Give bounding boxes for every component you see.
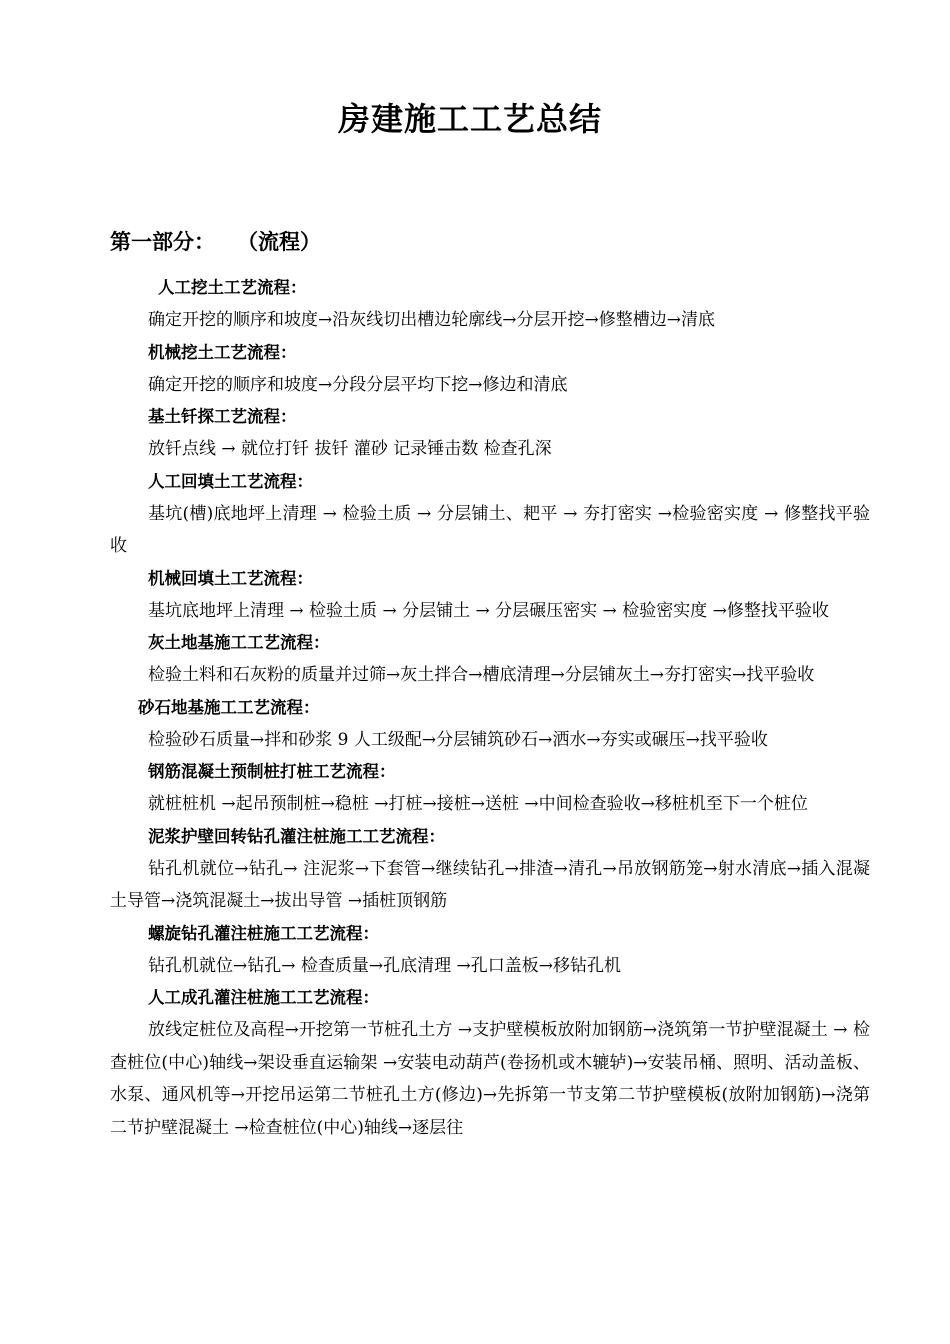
- section-title: 基土钎探工艺流程：: [148, 407, 297, 426]
- section-auger-bored-pile: [110, 922, 870, 983]
- section-body: 放线定桩位及高程→开挖第一节桩孔土方 →支护壁模板放附加钢筋→浇筑第一节护壁混凝土 → 检查桩位(中心)轴线→架设垂直运输架 →安装电动葫芦(卷扬机或木辘轳)→安装吊桶、照明、活动盖板、水泵、通风机等→开挖吊运第二节桩孔土方(修边)→先拆第一节支第二节护壁模板(放附加钢筋)→浇第二节护壁混凝土 →检查桩位(中心)轴线→逐层往: [110, 1020, 870, 1138]
- part-heading: [110, 226, 321, 258]
- section-title: 螺旋钻孔灌注桩施工工艺流程：: [148, 923, 379, 943]
- document-title: 房建施工工艺总结: [337, 100, 602, 138]
- section-sand-gravel-foundation: [110, 696, 870, 757]
- section-body: 基坑底地坪上清理 → 检验土质 → 分层铺土 → 分层碾压密实 → 检验密实度 →修整找平验收: [148, 600, 829, 621]
- section-mechanical-backfill: [110, 567, 870, 628]
- part-name: （流程）: [237, 229, 321, 254]
- section-body: 钻孔机就位→钻孔→ 检查质量→孔底清理 →孔口盖板→移钻孔机: [148, 955, 622, 976]
- section-body: 确定开挖的顺序和坡度→分段分层平均下挖→修边和清底: [148, 374, 568, 395]
- section-body: 检验砂石质量→拌和砂浆 9 人工级配→分层铺筑砂石→洒水→夯实或碾压→找平验收: [148, 729, 768, 750]
- section-manual-backfill: [110, 470, 870, 563]
- section-body: 钻孔机就位→钻孔→ 注泥浆→下套管→继续钻孔→排渣→清孔→吊放钢筋笼→射水清底→插入混凝土导管→浇筑混凝土→拔出导管 →插桩顶钢筋: [110, 858, 870, 911]
- document-content: [110, 272, 870, 1144]
- section-title: 机械回填土工艺流程：: [148, 568, 313, 588]
- section-lime-soil-foundation: [110, 631, 870, 692]
- section-manual-bored-pile: [110, 986, 870, 1144]
- section-title: 钢筋混凝土预制桩打桩工艺流程：: [148, 762, 396, 781]
- section-title: 灰土地基施工工艺流程：: [148, 633, 330, 652]
- section-mud-rotary-bored-pile: [110, 825, 870, 918]
- section-body: 确定开挖的顺序和坡度→沿灰线切出槽边轮廓线→分层开挖→修整槽边→清底: [148, 310, 715, 330]
- part-label: 第一部分：: [110, 229, 215, 254]
- section-manual-excavation: [110, 276, 870, 337]
- section-body: 检验土料和石灰粉的质量并过筛→灰土拌合→槽底清理→分层铺灰土→夯打密实→找平验收: [148, 665, 815, 685]
- section-body: 放钎点线 → 就位打钎 拔钎 灌砂 记录锤击数 检查孔深: [148, 439, 552, 459]
- section-title: 人工成孔灌注桩施工工艺流程：: [148, 988, 379, 1007]
- section-soil-probing: [110, 405, 870, 466]
- section-title: 砂石地基施工工艺流程：: [138, 697, 320, 717]
- section-title: 人工挖土工艺流程：: [158, 278, 307, 297]
- section-body: 基坑(槽)底地坪上清理 → 检验土质 → 分层铺土、耙平 → 夯打密实 →检验密实度 → 修整找平验收: [110, 503, 870, 556]
- section-mechanical-excavation: [110, 341, 870, 402]
- section-title: 机械挖土工艺流程：: [148, 342, 297, 362]
- section-precast-pile-driving: [110, 760, 870, 821]
- section-title: 泥浆护壁回转钻孔灌注桩施工工艺流程：: [148, 826, 445, 846]
- section-body: 就桩桩机 →起吊预制桩→稳桩 →打桩→接桩→送桩 →中间检查验收→移桩机至下一个桩位: [148, 794, 808, 814]
- section-title: 人工回填土工艺流程：: [148, 471, 313, 491]
